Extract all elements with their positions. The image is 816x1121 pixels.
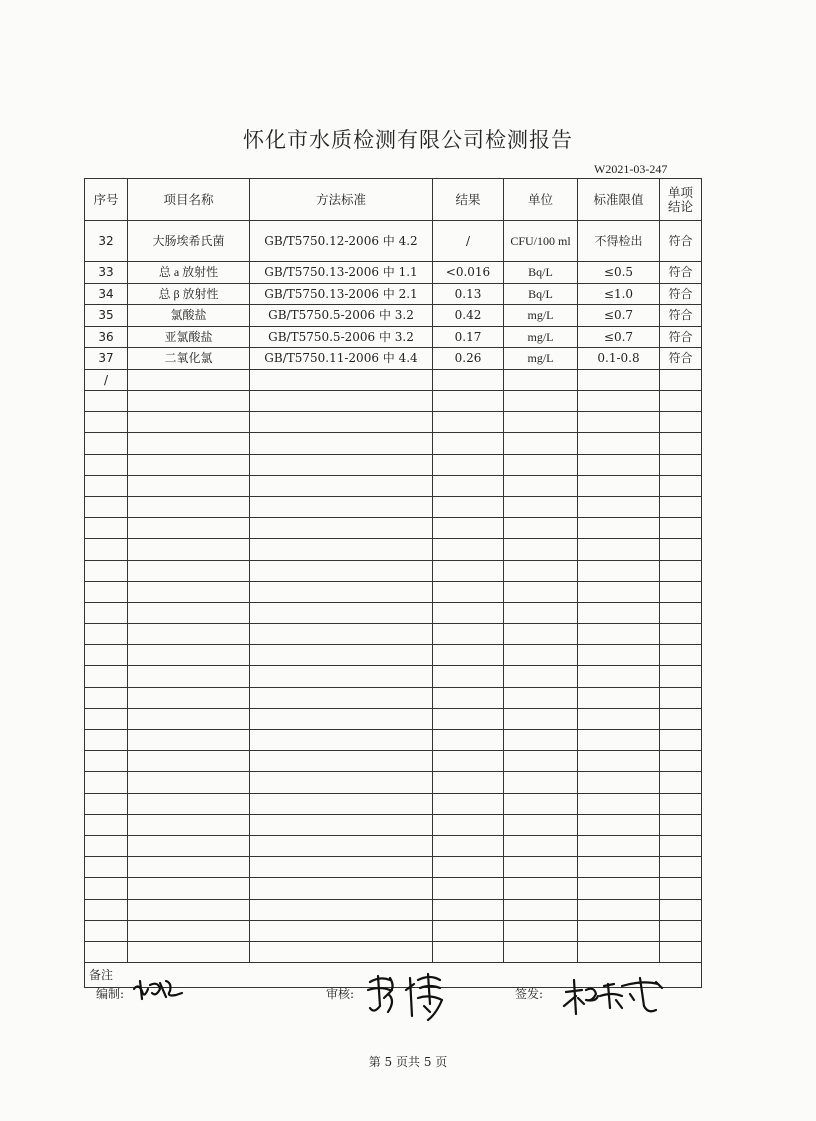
empty-cell — [250, 772, 433, 793]
cell-item: 亚氯酸盐 — [128, 326, 250, 348]
cell-limit: ≤1.0 — [578, 283, 660, 305]
empty-cell — [85, 624, 128, 645]
cell-seq: 34 — [85, 283, 128, 305]
empty-cell — [660, 475, 702, 496]
empty-cell — [433, 708, 504, 729]
empty-cell — [85, 518, 128, 539]
empty-cell — [660, 539, 702, 560]
empty-cell — [433, 857, 504, 878]
empty-row — [85, 624, 702, 645]
cell-unit: Bq/L — [504, 262, 578, 284]
empty-cell — [578, 666, 660, 687]
empty-cell — [578, 518, 660, 539]
empty-cell — [128, 941, 250, 962]
empty-cell — [578, 793, 660, 814]
cell-unit: CFU/100 ml — [504, 221, 578, 262]
empty-cell — [85, 708, 128, 729]
empty-row — [85, 539, 702, 560]
table-row — [85, 283, 702, 305]
empty-cell — [85, 857, 128, 878]
empty-cell — [128, 920, 250, 941]
table-row — [85, 348, 702, 370]
empty-cell — [85, 920, 128, 941]
issued-label: 签发: — [515, 987, 544, 1001]
empty-cell — [85, 581, 128, 602]
issued-signature — [560, 972, 680, 1022]
empty-cell — [85, 539, 128, 560]
empty-cell — [660, 941, 702, 962]
empty-cell — [504, 941, 578, 962]
empty-cell — [433, 899, 504, 920]
empty-row — [85, 645, 702, 666]
empty-row — [85, 751, 702, 772]
empty-cell — [128, 835, 250, 856]
empty-cell — [660, 666, 702, 687]
empty-cell — [128, 857, 250, 878]
cell-result: 0.13 — [433, 283, 504, 305]
empty-cell — [128, 496, 250, 517]
empty-cell — [504, 772, 578, 793]
empty-cell — [250, 581, 433, 602]
empty-cell — [660, 581, 702, 602]
empty-row — [85, 730, 702, 751]
empty-cell — [578, 539, 660, 560]
empty-cell — [250, 920, 433, 941]
empty-cell — [504, 433, 578, 454]
empty-cell — [660, 560, 702, 581]
empty-cell — [660, 878, 702, 899]
empty-cell — [250, 730, 433, 751]
cell-result: <0.016 — [433, 262, 504, 284]
cell-limit: ≤0.5 — [578, 262, 660, 284]
header-method: 方法标准 — [250, 179, 433, 221]
empty-cell — [504, 708, 578, 729]
empty-cell — [578, 687, 660, 708]
empty-cell — [504, 624, 578, 645]
cell-limit: ≤0.7 — [578, 326, 660, 348]
cell-item: 总 β 放射性 — [128, 283, 250, 305]
cell-seq: 36 — [85, 326, 128, 348]
cell-method: GB/T5750.13-2006 中 2.1 — [250, 283, 433, 305]
empty-cell — [250, 518, 433, 539]
empty-cell — [433, 687, 504, 708]
empty-cell — [128, 899, 250, 920]
empty-cell — [433, 581, 504, 602]
empty-cell — [85, 899, 128, 920]
empty-cell — [85, 602, 128, 623]
empty-cell — [433, 560, 504, 581]
empty-cell — [433, 793, 504, 814]
empty-cell — [128, 814, 250, 835]
empty-cell — [433, 645, 504, 666]
empty-cell — [250, 496, 433, 517]
cell-method: GB/T5750.13-2006 中 1.1 — [250, 262, 433, 284]
cell-result — [433, 369, 504, 391]
empty-cell — [433, 920, 504, 941]
cell-seq: 32 — [85, 221, 128, 262]
empty-cell — [578, 878, 660, 899]
empty-cell — [128, 772, 250, 793]
cell-seq: 33 — [85, 262, 128, 284]
table-body — [85, 221, 702, 988]
empty-row — [85, 857, 702, 878]
empty-row — [85, 941, 702, 962]
empty-cell — [433, 454, 504, 475]
empty-cell — [128, 624, 250, 645]
empty-cell — [578, 730, 660, 751]
empty-cell — [578, 496, 660, 517]
empty-cell — [250, 941, 433, 962]
cell-method — [250, 369, 433, 391]
table-row — [85, 326, 702, 348]
empty-cell — [250, 412, 433, 433]
empty-cell — [250, 666, 433, 687]
header-conclusion: 单项结论 — [660, 179, 702, 221]
table-row — [85, 262, 702, 284]
cell-unit: Bq/L — [504, 283, 578, 305]
empty-cell — [504, 496, 578, 517]
empty-cell — [578, 560, 660, 581]
empty-cell — [250, 835, 433, 856]
empty-cell — [578, 581, 660, 602]
cell-conclusion: 符合 — [660, 348, 702, 370]
cell-unit — [504, 369, 578, 391]
empty-cell — [128, 454, 250, 475]
empty-cell — [433, 878, 504, 899]
empty-cell — [660, 454, 702, 475]
empty-cell — [250, 751, 433, 772]
empty-cell — [128, 602, 250, 623]
report-number: W2021-03-247 — [594, 162, 668, 176]
table-header-row — [85, 179, 702, 221]
cell-item: 氯酸盐 — [128, 305, 250, 327]
empty-cell — [250, 645, 433, 666]
empty-cell — [128, 475, 250, 496]
empty-cell — [128, 708, 250, 729]
empty-cell — [250, 560, 433, 581]
empty-cell — [85, 645, 128, 666]
empty-cell — [660, 835, 702, 856]
cell-unit: mg/L — [504, 305, 578, 327]
empty-cell — [128, 412, 250, 433]
empty-row — [85, 708, 702, 729]
empty-cell — [504, 920, 578, 941]
empty-cell — [660, 708, 702, 729]
empty-cell — [85, 814, 128, 835]
empty-cell — [504, 730, 578, 751]
empty-cell — [128, 751, 250, 772]
empty-cell — [504, 751, 578, 772]
empty-cell — [128, 730, 250, 751]
empty-row — [85, 496, 702, 517]
empty-cell — [433, 772, 504, 793]
cell-method: GB/T5750.12-2006 中 4.2 — [250, 221, 433, 262]
empty-cell — [128, 645, 250, 666]
empty-cell — [660, 793, 702, 814]
empty-cell — [128, 581, 250, 602]
empty-row — [85, 560, 702, 581]
empty-row — [85, 454, 702, 475]
empty-cell — [504, 666, 578, 687]
header-result: 结果 — [433, 179, 504, 221]
empty-row — [85, 793, 702, 814]
empty-cell — [85, 730, 128, 751]
empty-cell — [660, 730, 702, 751]
empty-cell — [578, 835, 660, 856]
page-footer: 第 5 页共 5 页 — [368, 1055, 448, 1069]
empty-cell — [85, 475, 128, 496]
empty-cell — [504, 581, 578, 602]
empty-cell — [433, 835, 504, 856]
empty-cell — [578, 602, 660, 623]
empty-cell — [660, 899, 702, 920]
empty-cell — [85, 412, 128, 433]
header-seq: 序号 — [85, 179, 128, 221]
empty-row — [85, 899, 702, 920]
empty-cell — [660, 391, 702, 412]
empty-cell — [250, 602, 433, 623]
empty-cell — [128, 433, 250, 454]
empty-cell — [578, 772, 660, 793]
cell-conclusion: 符合 — [660, 262, 702, 284]
empty-cell — [660, 602, 702, 623]
empty-cell — [504, 412, 578, 433]
empty-cell — [250, 878, 433, 899]
empty-cell — [128, 539, 250, 560]
empty-cell — [433, 624, 504, 645]
cell-conclusion: 符合 — [660, 283, 702, 305]
empty-cell — [85, 772, 128, 793]
empty-cell — [578, 412, 660, 433]
empty-row — [85, 814, 702, 835]
empty-cell — [250, 475, 433, 496]
empty-cell — [504, 899, 578, 920]
empty-cell — [433, 412, 504, 433]
cell-item: 二氧化氯 — [128, 348, 250, 370]
cell-result: 0.26 — [433, 348, 504, 370]
empty-row — [85, 518, 702, 539]
empty-cell — [504, 835, 578, 856]
empty-row — [85, 391, 702, 412]
empty-cell — [433, 751, 504, 772]
cell-seq: 35 — [85, 305, 128, 327]
empty-cell — [250, 814, 433, 835]
empty-cell — [85, 687, 128, 708]
cell-limit: 不得检出 — [578, 221, 660, 262]
table-row — [85, 221, 702, 262]
empty-cell — [250, 539, 433, 560]
reviewed-signature — [362, 968, 458, 1024]
empty-cell — [128, 687, 250, 708]
empty-row — [85, 602, 702, 623]
empty-cell — [504, 560, 578, 581]
empty-cell — [85, 751, 128, 772]
empty-cell — [504, 645, 578, 666]
empty-cell — [578, 857, 660, 878]
empty-cell — [250, 391, 433, 412]
table-row — [85, 305, 702, 327]
empty-cell — [250, 708, 433, 729]
cell-method: GB/T5750.11-2006 中 4.4 — [250, 348, 433, 370]
empty-cell — [250, 793, 433, 814]
empty-cell — [85, 941, 128, 962]
cell-item: 大肠埃希氏菌 — [128, 221, 250, 262]
empty-cell — [433, 666, 504, 687]
empty-cell — [578, 391, 660, 412]
empty-cell — [85, 793, 128, 814]
empty-row — [85, 412, 702, 433]
empty-cell — [433, 475, 504, 496]
cell-item — [128, 369, 250, 391]
cell-conclusion: 符合 — [660, 221, 702, 262]
empty-cell — [504, 793, 578, 814]
empty-cell — [250, 433, 433, 454]
cell-conclusion — [660, 369, 702, 391]
empty-cell — [578, 920, 660, 941]
cell-seq: / — [85, 369, 128, 391]
cell-seq: 37 — [85, 348, 128, 370]
empty-cell — [433, 518, 504, 539]
empty-cell — [504, 454, 578, 475]
empty-cell — [578, 708, 660, 729]
cell-conclusion: 符合 — [660, 326, 702, 348]
empty-cell — [578, 433, 660, 454]
results-table — [84, 178, 702, 988]
empty-cell — [504, 539, 578, 560]
empty-cell — [250, 454, 433, 475]
empty-row — [85, 666, 702, 687]
empty-cell — [578, 751, 660, 772]
empty-cell — [660, 920, 702, 941]
empty-cell — [660, 857, 702, 878]
header-limit: 标准限值 — [578, 179, 660, 221]
cell-result: 0.17 — [433, 326, 504, 348]
empty-row — [85, 475, 702, 496]
empty-cell — [85, 391, 128, 412]
empty-cell — [433, 730, 504, 751]
empty-cell — [504, 518, 578, 539]
empty-cell — [578, 624, 660, 645]
empty-row — [85, 772, 702, 793]
empty-cell — [504, 391, 578, 412]
empty-row — [85, 581, 702, 602]
empty-cell — [660, 518, 702, 539]
table-row — [85, 369, 702, 391]
empty-cell — [85, 454, 128, 475]
empty-cell — [504, 814, 578, 835]
cell-method: GB/T5750.5-2006 中 3.2 — [250, 305, 433, 327]
empty-cell — [128, 878, 250, 899]
empty-cell — [250, 899, 433, 920]
empty-cell — [660, 624, 702, 645]
empty-cell — [660, 814, 702, 835]
empty-cell — [250, 857, 433, 878]
empty-row — [85, 878, 702, 899]
empty-cell — [85, 433, 128, 454]
empty-cell — [660, 772, 702, 793]
empty-row — [85, 920, 702, 941]
empty-cell — [660, 687, 702, 708]
cell-limit: ≤0.7 — [578, 305, 660, 327]
empty-cell — [504, 475, 578, 496]
empty-cell — [660, 496, 702, 517]
empty-row — [85, 687, 702, 708]
header-unit: 单位 — [504, 179, 578, 221]
empty-cell — [128, 793, 250, 814]
cell-result: 0.42 — [433, 305, 504, 327]
empty-cell — [504, 857, 578, 878]
empty-row — [85, 433, 702, 454]
empty-cell — [128, 560, 250, 581]
report-title: 怀化市水质检测有限公司检测报告 — [243, 128, 573, 152]
compiled-label: 编制: — [96, 987, 125, 1001]
empty-cell — [85, 835, 128, 856]
empty-cell — [504, 687, 578, 708]
empty-cell — [433, 814, 504, 835]
empty-cell — [578, 899, 660, 920]
empty-cell — [85, 878, 128, 899]
empty-cell — [433, 433, 504, 454]
header-item: 项目名称 — [128, 179, 250, 221]
empty-cell — [85, 560, 128, 581]
empty-cell — [660, 412, 702, 433]
empty-cell — [504, 602, 578, 623]
cell-result: / — [433, 221, 504, 262]
empty-cell — [433, 496, 504, 517]
empty-row — [85, 835, 702, 856]
note-label: 备注 — [85, 963, 702, 988]
reviewed-label: 审核: — [326, 987, 355, 1001]
empty-cell — [578, 941, 660, 962]
empty-cell — [578, 814, 660, 835]
empty-cell — [660, 645, 702, 666]
empty-cell — [660, 433, 702, 454]
empty-cell — [433, 941, 504, 962]
empty-cell — [578, 475, 660, 496]
empty-cell — [85, 666, 128, 687]
cell-unit: mg/L — [504, 326, 578, 348]
empty-cell — [433, 539, 504, 560]
empty-cell — [433, 391, 504, 412]
empty-cell — [128, 391, 250, 412]
empty-cell — [128, 518, 250, 539]
empty-cell — [660, 751, 702, 772]
compiled-signature — [130, 975, 190, 1005]
cell-method: GB/T5750.5-2006 中 3.2 — [250, 326, 433, 348]
cell-unit: mg/L — [504, 348, 578, 370]
empty-cell — [128, 666, 250, 687]
empty-cell — [433, 602, 504, 623]
empty-cell — [504, 878, 578, 899]
cell-limit — [578, 369, 660, 391]
empty-cell — [85, 496, 128, 517]
empty-cell — [250, 624, 433, 645]
cell-limit: 0.1-0.8 — [578, 348, 660, 370]
empty-cell — [578, 454, 660, 475]
empty-cell — [250, 687, 433, 708]
empty-cell — [578, 645, 660, 666]
cell-conclusion: 符合 — [660, 305, 702, 327]
cell-item: 总 a 放射性 — [128, 262, 250, 284]
